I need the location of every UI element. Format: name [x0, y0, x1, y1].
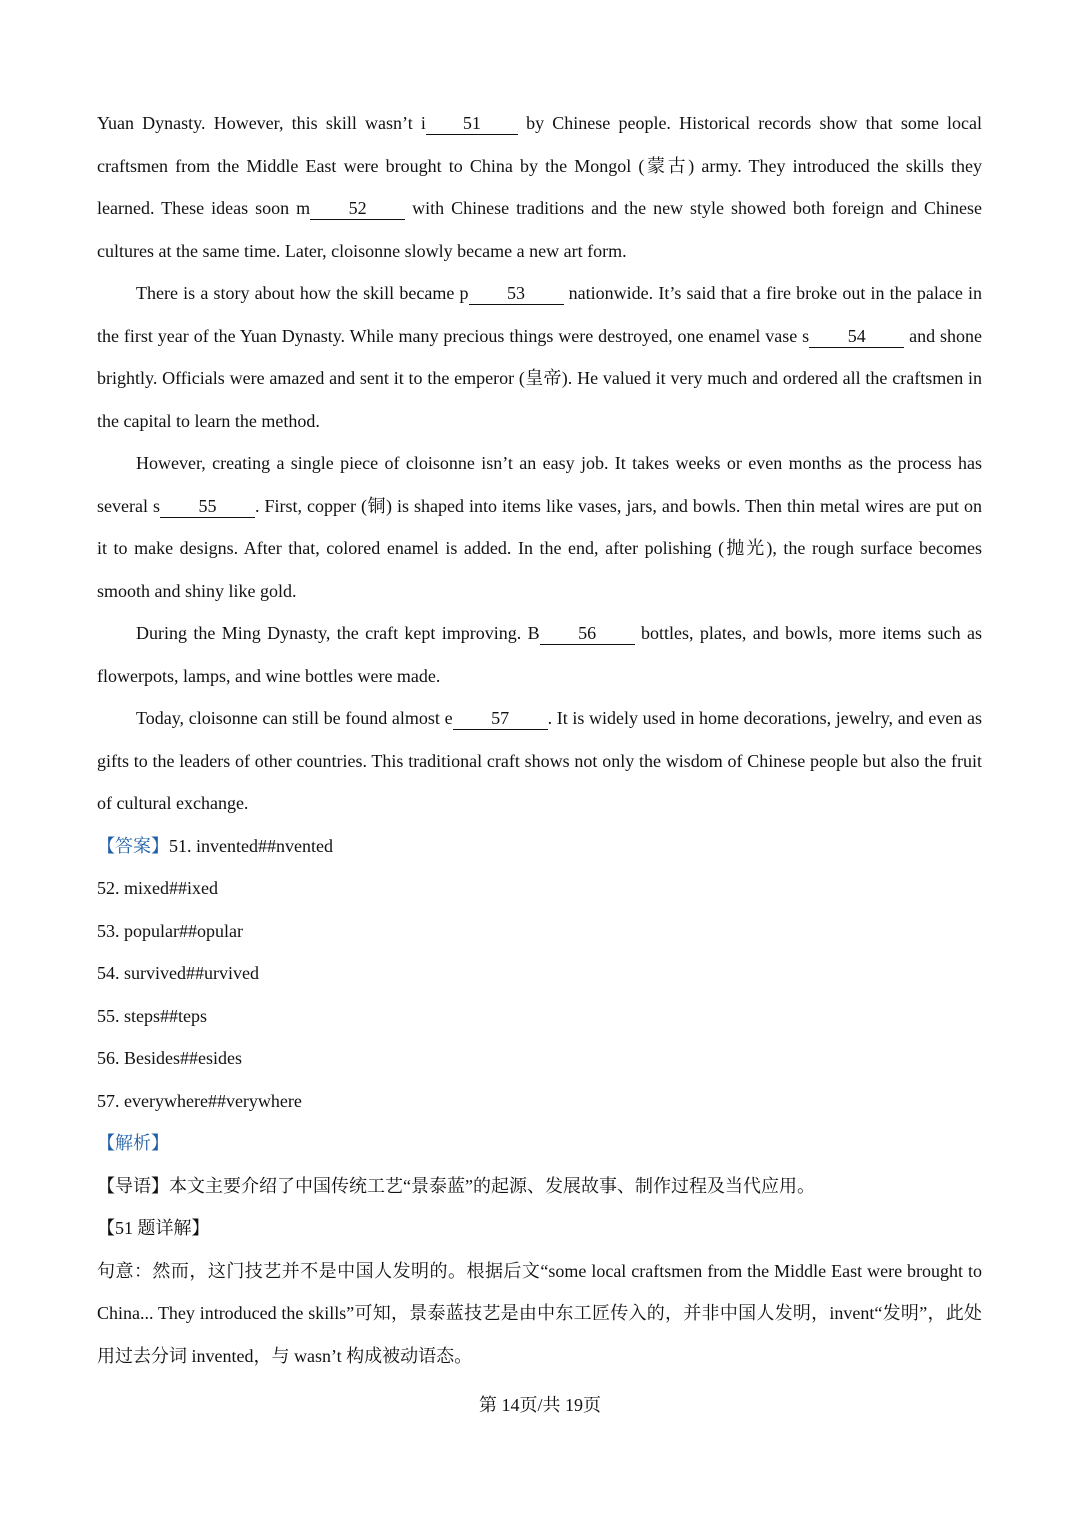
answer-label: 【答案】: [97, 835, 169, 856]
answer-item-56: 56. Besides##esides: [97, 1048, 242, 1068]
blank-52: 52: [310, 197, 405, 220]
blank-56: 56: [540, 622, 635, 645]
blank-51: 51: [426, 112, 518, 135]
blank-55: 55: [160, 495, 255, 518]
analysis-label: 【解析】: [97, 1133, 169, 1153]
passage-paragraph-5: Today, cloisonne can still be found almost e 57 . It is widely used in home decorations, jewelry, and even as gifts to the leaders of other countries. This traditional craft shows not only the wisdom of Chinese people but also the fruit of cultural exchange.: [97, 708, 982, 813]
page-content: [97, 102, 982, 1377]
q51-explanation: 句意：然而，这门技艺并不是中国人发明的。根据后文“some local craftsmen from the Middle East were brought to China... They introduced the skills”可知，景泰蓝技艺是由中东工匠传入的，并非中国人发明，invent“发明”，此处用过去分词 invented，与 wasn’t 构成被动语态。: [97, 1260, 982, 1366]
blank-57: 57: [453, 707, 548, 730]
blank-54: 54: [809, 325, 904, 348]
answer-item-54: 54. survived##urvived: [97, 963, 259, 983]
blank-53: 53: [469, 282, 564, 305]
answer-item-51: 51. invented##nvented: [169, 835, 333, 856]
q51-title: 【51 题详解】: [97, 1218, 210, 1238]
answer-item-53: 53. popular##opular: [97, 920, 243, 941]
passage-paragraph-3: However, creating a single piece of cloisonne isn’t an easy job. It takes weeks or even months as the process has several s 55 . First, copper (铜) is shaped into items like vases, jars, and bowls. Then thin metal wires are put on it to make designs. After that, colored enamel is added. In the end, after polishing (抛光), the rough surface becomes smooth and shiny like gold.: [97, 453, 982, 601]
answer-item-57: 57. everywhere##verywhere: [97, 1090, 302, 1111]
answer-heading: [97, 825, 982, 868]
answer-item-52: 52. mixed##ixed: [97, 878, 218, 898]
passage-paragraph-1: Yuan Dynasty. However, this skill wasn’t i 51 by Chinese people. Historical records show that some local craftsmen from the Middle East were brought to China by the Mongol (蒙古) army. They introduced the skills they learned. These ideas soon m 52 with Chinese traditions and the new style showed both foreign and Chinese cultures at the same time. Later, cloisonne slowly became a new art form.: [97, 113, 982, 261]
passage-paragraph-4: During the Ming Dynasty, the craft kept improving. B 56 bottles, plates, and bowls, more items such as flowerpots, lamps, and wine bottles were made.: [97, 623, 982, 686]
analysis-intro: 【导语】本文主要介绍了中国传统工艺“景泰蓝”的起源、发展故事、制作过程及当代应用。: [97, 1175, 815, 1196]
passage-paragraph-2: There is a story about how the skill became p 53 nationwide. It’s said that a fire broke out in the palace in the first year of the Yuan Dynasty. While many precious things were destroyed, one enamel vase s 54 and shone brightly. Officials were amazed and sent it to the emperor (皇帝). He valued it very much and ordered all the craftsmen in the capital to learn the method.: [97, 283, 983, 431]
page-number-footer: 第 14页/共 19页: [478, 1395, 601, 1415]
answer-item-55: 55. steps##teps: [97, 1005, 207, 1026]
